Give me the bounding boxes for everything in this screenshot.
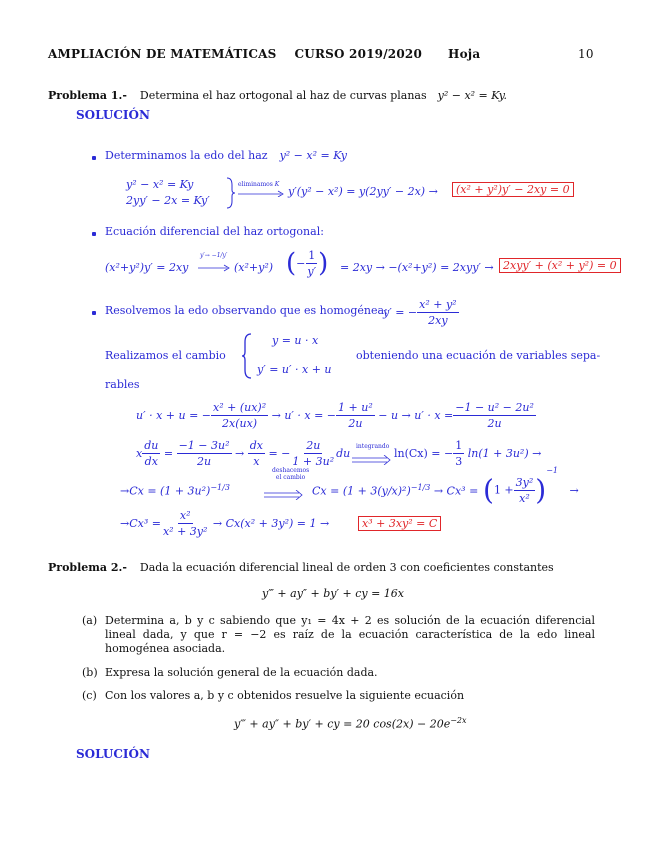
problem2-main-equation: y‴ + ay″ + by′ + cy = 16x: [262, 587, 404, 600]
problem2-second-equation: y‴ + ay″ + by′ + cy = 20 $\cos(2x) - 20e^{-2x}$: [234, 716, 467, 731]
long-arrow-icon: [198, 258, 230, 277]
final-boxed-result: x³ + 3xy² = C: [358, 516, 441, 531]
step3-text: Resolvemos la edo observando que es homogénea:: [105, 304, 388, 317]
item-a-marker: (a): [82, 614, 98, 627]
system-line1: y² − x² = Ky: [126, 178, 194, 191]
bullet-icon: [92, 156, 96, 160]
problem1-statement-eq: y² − x² = Ky.: [437, 89, 508, 102]
double-arrow-icon: [352, 450, 392, 469]
step2-lhs: (x²+y²)y′ = 2xy: [105, 261, 189, 274]
problem1-label: Problema 1.-: [48, 89, 127, 102]
integrating-label: integrando: [356, 443, 390, 450]
change-result-2: rables: [105, 378, 140, 391]
step1-boxed-result: (x² + y²)y′ − 2xy = 0: [452, 182, 574, 197]
item-b-marker: (b): [82, 666, 98, 679]
course-title: AMPLIACIÓN DE MATEMÁTICAS: [48, 47, 277, 61]
course-year: CURSO 2019/2020: [294, 47, 422, 61]
undo-change-label: deshacemos el cambio: [272, 467, 310, 481]
eliminating-label: eliminamos K: [238, 181, 280, 188]
item-b-text: Expresa la solución general de la ecuación dada.: [105, 666, 378, 679]
equation-line-3-mid: $Cx = (1 + 3(y/x)^2)^{-1/3} \to Cx^3$ =: [312, 483, 479, 498]
step1-result: y′(y² − x²) = y(2yy′ − 2x) →: [288, 185, 438, 198]
step1-eq: y² − x² = Ky: [279, 149, 347, 162]
right-brace-icon: [226, 177, 236, 209]
step2-boxed-result: 2xyy′ + (x² + y²) = 0: [499, 258, 621, 273]
change-line2: y′ = u′ · x + u: [257, 363, 332, 376]
equation-line-2: x $\frac{du}{dx}$ = $\frac{\text{−1 − 3u²}}{2u}$ → $\frac{dx}{x}$ = − $\frac{2u}{\text{1 + 3u²}}$ du: [136, 439, 351, 468]
change-text: Realizamos el cambio: [105, 349, 226, 362]
problem1-statement-line: [48, 89, 507, 102]
item-c-text: Con los valores a, b y c obtenidos resuelve la siguiente ecuación: [105, 689, 465, 702]
equation-line-4: →Cx³ = $\frac{\text{x²}}{\text{x² + 3y²}}$ → Cx(x² + 3y²) = 1 →: [120, 509, 330, 538]
equation-line-3-paren: (1 + $\frac{\text{3y²}}{\text{x²}}$ )$^{-1}$ →: [483, 466, 579, 507]
step2-text: Ecuación diferencial del haz ortogonal:: [105, 225, 324, 238]
step2-rhs: = 2xy → −(x²+y²) = 2xyy′ →: [340, 261, 494, 274]
step1-line: [105, 149, 347, 162]
system-line2: 2yy′ − 2x = Ky′: [126, 194, 210, 207]
bullet-icon: [92, 232, 96, 236]
page-number: 10: [578, 47, 594, 61]
left-brace-icon: [241, 333, 253, 379]
equation-line-2-rhs: ln(Cx) = − $\frac{1}{3}$ ln(1 + 3u²) →: [394, 439, 542, 468]
problem2-statement: Dada la ecuación diferencial lineal de orden 3 con coeficientes constantes: [139, 561, 554, 574]
equation-line-1: u′ · x + u = − $\frac{\text{x² + (ux)²}}{2x(ux)}$ → u′ · x = − $\frac{\text{1 + u²}}{2u}$ − u → u′ · x = $\frac{\text{−1 − u² − 2u²}}{2u}$: [136, 401, 534, 430]
change-line1: y = u · x: [272, 334, 319, 347]
equation-line-3-lhs: $\to Cx = (1 + 3u^2)^{-1/3}$: [120, 483, 230, 498]
long-arrow-icon: [238, 182, 284, 192]
item-c-marker: (c): [82, 689, 97, 702]
problem1-solution-label: SOLUCIÓN: [76, 108, 150, 122]
step2-substitution: y′→ −1/y′: [200, 252, 228, 259]
problem2-statement-line: [48, 561, 554, 574]
problem2-label: Problema 2.-: [48, 561, 127, 574]
bullet-icon: [92, 311, 96, 315]
change-result-1: obteniendo una ecuación de variables sepa-: [356, 349, 601, 362]
step2-mid: (x²+y²): [234, 261, 274, 274]
sheet-label: Hoja: [448, 47, 481, 61]
step3-eq: y′ = − $\frac{\text{x² + y²}}{2xy}$: [383, 298, 457, 327]
problem2-solution-label: SOLUCIÓN: [76, 747, 150, 761]
item-a-text: Determina a, b y c sabiendo que y₁ = 4x + 2 es solución de la ecuación diferencial lineal dada, y que r = −2 es raíz de la ecuación característica de la edo lineal homogénea asociada.: [105, 614, 595, 655]
problem1-statement: Determina el haz ortogonal al haz de curvas planas: [139, 89, 427, 102]
double-arrow-icon: [264, 485, 304, 504]
step1-text: Determinamos la edo del haz: [105, 149, 268, 162]
step2-fraction: (− $\frac{1}{y'}$ ): [286, 248, 329, 279]
header: [48, 47, 480, 61]
